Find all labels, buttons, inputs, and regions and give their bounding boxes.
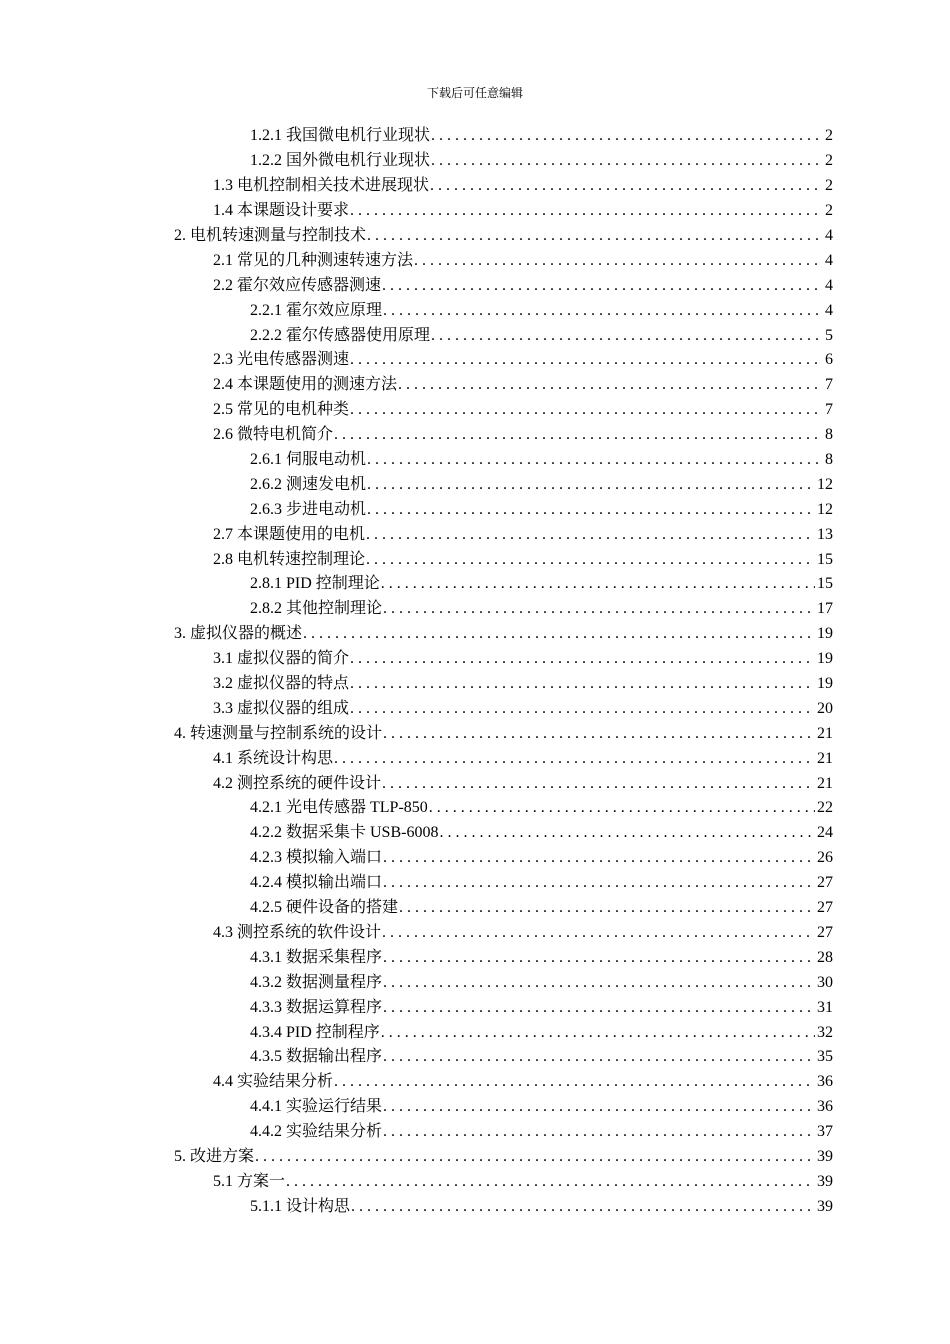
toc-entry[interactable]	[0, 423, 950, 448]
toc-entry-title: 3.2 虚拟仪器的特点	[213, 675, 350, 693]
toc-dot-leader	[255, 1147, 815, 1167]
toc-entry[interactable]	[0, 572, 950, 597]
toc-entry-title: 2.1 常见的几种测速转速方法	[213, 251, 414, 269]
toc-entry-title: 2.4 本课题使用的测速方法	[213, 376, 398, 394]
toc-entry[interactable]	[0, 472, 950, 497]
toc-dot-leader	[350, 649, 815, 669]
toc-entry-title: 4.3.3 数据运算程序	[250, 998, 383, 1016]
toc-entry-title: 3.3 虚拟仪器的组成	[213, 699, 350, 717]
toc-entry-page-number: 36	[817, 1073, 833, 1091]
toc-entry[interactable]	[0, 174, 950, 199]
toc-entry[interactable]	[0, 298, 950, 323]
toc-entry-title: 2.7 本课题使用的电机	[213, 525, 366, 543]
toc-entry-page-number: 19	[817, 650, 833, 668]
toc-entry-page-number: 30	[817, 973, 833, 991]
toc-entry-title: 3.1 虚拟仪器的简介	[213, 650, 350, 668]
toc-entry-title: 2.8.1 PID 控制理论	[250, 575, 380, 593]
toc-entry-title: 4.2.2 数据采集卡 USB-6008	[250, 824, 439, 842]
toc-entry[interactable]	[0, 124, 950, 149]
toc-entry-page-number: 6	[825, 351, 833, 369]
toc-entry[interactable]	[0, 696, 950, 721]
toc-entry-page-number: 36	[817, 1098, 833, 1116]
toc-dot-leader	[382, 923, 815, 943]
toc-entry-page-number: 7	[825, 376, 833, 394]
toc-entry-title: 2.6 微特电机简介	[213, 426, 334, 444]
toc-entry[interactable]	[0, 149, 950, 174]
toc-entry-title: 4.3.5 数据输出程序	[250, 1048, 383, 1066]
toc-entry-page-number: 19	[817, 625, 833, 643]
toc-entry[interactable]	[0, 522, 950, 547]
toc-entry-page-number: 39	[817, 1172, 833, 1190]
toc-entry[interactable]	[0, 921, 950, 946]
toc-dot-leader	[366, 550, 815, 570]
toc-dot-leader	[414, 251, 823, 271]
toc-entry-page-number: 22	[817, 799, 833, 817]
toc-entry-page-number: 4	[825, 251, 833, 269]
toc-entry[interactable]	[0, 597, 950, 622]
toc-dot-leader	[431, 151, 823, 171]
toc-dot-leader	[334, 1072, 815, 1092]
toc-entry-page-number: 31	[817, 998, 833, 1016]
toc-dot-leader	[383, 301, 823, 321]
toc-entry[interactable]	[0, 871, 950, 896]
toc-dot-leader	[399, 898, 815, 918]
toc-entry-title: 4.3.1 数据采集程序	[250, 948, 383, 966]
toc-entry-page-number: 39	[817, 1197, 833, 1215]
toc-entry[interactable]	[0, 746, 950, 771]
toc-dot-leader	[383, 998, 815, 1018]
toc-entry[interactable]	[0, 248, 950, 273]
toc-entry-title: 4.2.3 模拟输入端口	[250, 849, 383, 867]
toc-entry[interactable]	[0, 373, 950, 398]
toc-dot-leader	[383, 873, 815, 893]
toc-entry[interactable]	[0, 970, 950, 995]
toc-dot-leader	[383, 848, 815, 868]
toc-entry[interactable]	[0, 547, 950, 572]
toc-dot-leader	[367, 226, 823, 246]
toc-entry-title: 4.3 测控系统的软件设计	[213, 923, 382, 941]
toc-entry-title: 3. 虚拟仪器的概述	[174, 625, 303, 643]
toc-entry-title: 4.2.5 硬件设备的搭建	[250, 899, 399, 917]
toc-entry-title: 1.4 本课题设计要求	[213, 202, 350, 220]
toc-entry[interactable]	[0, 647, 950, 672]
toc-entry-title: 2.2.1 霍尔效应原理	[250, 301, 383, 319]
toc-entry[interactable]	[0, 821, 950, 846]
toc-entry-title: 2.8 电机转速控制理论	[213, 550, 366, 568]
toc-entry[interactable]	[0, 224, 950, 249]
toc-dot-leader	[350, 699, 815, 719]
toc-entry-title: 4.3.2 数据测量程序	[250, 973, 383, 991]
toc-entry-page-number: 5	[825, 326, 833, 344]
toc-entry[interactable]	[0, 1194, 950, 1219]
toc-entry-page-number: 39	[817, 1147, 833, 1165]
toc-dot-leader	[350, 350, 823, 370]
toc-entry-page-number: 2	[825, 202, 833, 220]
toc-entry-page-number: 8	[825, 426, 833, 444]
toc-entry[interactable]	[0, 1120, 950, 1145]
toc-dot-leader	[350, 400, 823, 420]
toc-entry-page-number: 21	[817, 774, 833, 792]
toc-entry-page-number: 19	[817, 675, 833, 693]
toc-dot-leader	[350, 201, 823, 221]
toc-entry-title: 2.6.2 测速发电机	[250, 475, 367, 493]
toc-dot-leader	[381, 1023, 815, 1043]
toc-entry-title: 5.1.1 设计构思	[250, 1197, 351, 1215]
toc-dot-leader	[398, 375, 823, 395]
toc-entry[interactable]	[0, 896, 950, 921]
toc-entry[interactable]	[0, 323, 950, 348]
toc-entry[interactable]	[0, 846, 950, 871]
toc-entry[interactable]	[0, 796, 950, 821]
toc-entry-title: 2.3 光电传感器测速	[213, 351, 350, 369]
toc-entry-title: 2.5 常见的电机种类	[213, 401, 350, 419]
toc-entry-title: 4. 转速测量与控制系统的设计	[174, 724, 383, 742]
toc-entry-page-number: 2	[825, 127, 833, 145]
toc-dot-leader	[431, 126, 823, 146]
toc-dot-leader	[383, 724, 815, 744]
toc-entry[interactable]	[0, 1095, 950, 1120]
toc-entry-page-number: 27	[817, 923, 833, 941]
toc-entry-page-number: 13	[817, 525, 833, 543]
toc-entry[interactable]	[0, 622, 950, 647]
toc-entry[interactable]	[0, 721, 950, 746]
toc-entry-title: 4.1 系统设计构思	[213, 749, 334, 767]
toc-entry-title: 4.2.4 模拟输出端口	[250, 874, 383, 892]
toc-entry[interactable]	[0, 771, 950, 796]
toc-dot-leader	[439, 823, 815, 843]
toc-entry[interactable]	[0, 273, 950, 298]
toc-dot-leader	[366, 525, 815, 545]
toc-dot-leader	[431, 326, 823, 346]
toc-entry-page-number: 20	[817, 699, 833, 717]
toc-entry-title: 1.3 电机控制相关技术进展现状	[213, 177, 430, 195]
toc-entry-title: 2.2.2 霍尔传感器使用原理	[250, 326, 431, 344]
toc-entry[interactable]	[0, 348, 950, 373]
toc-entry-page-number: 4	[825, 276, 833, 294]
toc-entry-page-number: 17	[817, 600, 833, 618]
toc-entry-title: 4.4.2 实验结果分析	[250, 1123, 383, 1141]
toc-dot-leader	[383, 1097, 815, 1117]
toc-entry[interactable]	[0, 1070, 950, 1095]
toc-entry-page-number: 2	[825, 152, 833, 170]
toc-entry-page-number: 35	[817, 1048, 833, 1066]
toc-dot-leader	[334, 425, 823, 445]
page-header: 下载后可任意编辑	[426, 86, 523, 100]
toc-dot-leader	[382, 774, 815, 794]
toc-entry-title: 2.8.2 其他控制理论	[250, 600, 383, 618]
toc-entry[interactable]	[0, 1169, 950, 1194]
toc-dot-leader	[383, 1047, 815, 1067]
toc-entry-page-number: 26	[817, 849, 833, 867]
toc-dot-leader	[367, 500, 815, 520]
toc-entry-title: 1.2.2 国外微电机行业现状	[250, 152, 431, 170]
toc-entry[interactable]	[0, 995, 950, 1020]
toc-entry-page-number: 4	[825, 301, 833, 319]
toc-entry-title: 4.3.4 PID 控制程序	[250, 1023, 380, 1041]
toc-entry-title: 4.2.1 光电传感器 TLP-850	[250, 799, 428, 817]
toc-dot-leader	[383, 948, 815, 968]
toc-entry[interactable]	[0, 497, 950, 522]
toc-entry-page-number: 21	[817, 724, 833, 742]
toc-entry-page-number: 7	[825, 401, 833, 419]
toc-entry-page-number: 32	[817, 1023, 833, 1041]
toc-entry-title: 2. 电机转速测量与控制技术	[174, 227, 367, 244]
toc-entry-page-number: 27	[817, 899, 833, 917]
toc-dot-leader	[382, 276, 823, 296]
toc-entry[interactable]	[0, 1145, 950, 1170]
toc-entry[interactable]	[0, 1020, 950, 1045]
toc-entry[interactable]	[0, 448, 950, 473]
toc-dot-leader	[381, 574, 815, 594]
toc-dot-leader	[350, 674, 815, 694]
toc-entry-title: 4.4.1 实验运行结果	[250, 1098, 383, 1116]
toc-dot-leader	[334, 749, 815, 769]
toc-entry[interactable]	[0, 398, 950, 423]
toc-entry[interactable]	[0, 945, 950, 970]
toc-entry-title: 5. 改进方案	[174, 1147, 255, 1165]
toc-entry-page-number: 12	[817, 475, 833, 493]
toc-entry-page-number: 24	[817, 824, 833, 842]
toc-dot-leader	[367, 475, 815, 495]
toc-entry-page-number: 27	[817, 874, 833, 892]
toc-dot-leader	[367, 450, 823, 470]
toc-entry-title: 2.6.1 伺服电动机	[250, 451, 367, 469]
toc-dot-leader	[286, 1172, 815, 1192]
toc-entry-page-number: 12	[817, 500, 833, 518]
toc-dot-leader	[430, 176, 823, 196]
toc-entry-title: 2.2 霍尔效应传感器测速	[213, 276, 382, 294]
toc-dot-leader	[429, 798, 815, 818]
toc-entry-page-number: 28	[817, 948, 833, 966]
toc-entry-page-number: 8	[825, 451, 833, 469]
toc-entry[interactable]	[0, 1045, 950, 1070]
toc-entry-page-number: 37	[817, 1123, 833, 1141]
toc-entry-page-number: 4	[825, 227, 833, 244]
toc-entry-page-number: 15	[817, 550, 833, 568]
toc-entry-page-number: 21	[817, 749, 833, 767]
toc-entry-title: 1.2.1 我国微电机行业现状	[250, 127, 431, 145]
toc-entry-title: 5.1 方案一	[213, 1172, 286, 1190]
toc-dot-leader	[383, 973, 815, 993]
table-of-contents	[0, 124, 950, 1219]
toc-dot-leader	[383, 1122, 815, 1142]
toc-entry[interactable]	[0, 672, 950, 697]
toc-entry-page-number: 2	[825, 177, 833, 195]
toc-dot-leader	[303, 624, 815, 644]
toc-entry-title: 4.4 实验结果分析	[213, 1073, 334, 1091]
toc-entry-title: 2.6.3 步进电动机	[250, 500, 367, 518]
toc-dot-leader	[383, 599, 815, 619]
toc-entry-page-number: 15	[817, 575, 833, 593]
toc-entry[interactable]	[0, 199, 950, 224]
toc-entry-title: 4.2 测控系统的硬件设计	[213, 774, 382, 792]
toc-dot-leader	[351, 1197, 815, 1217]
